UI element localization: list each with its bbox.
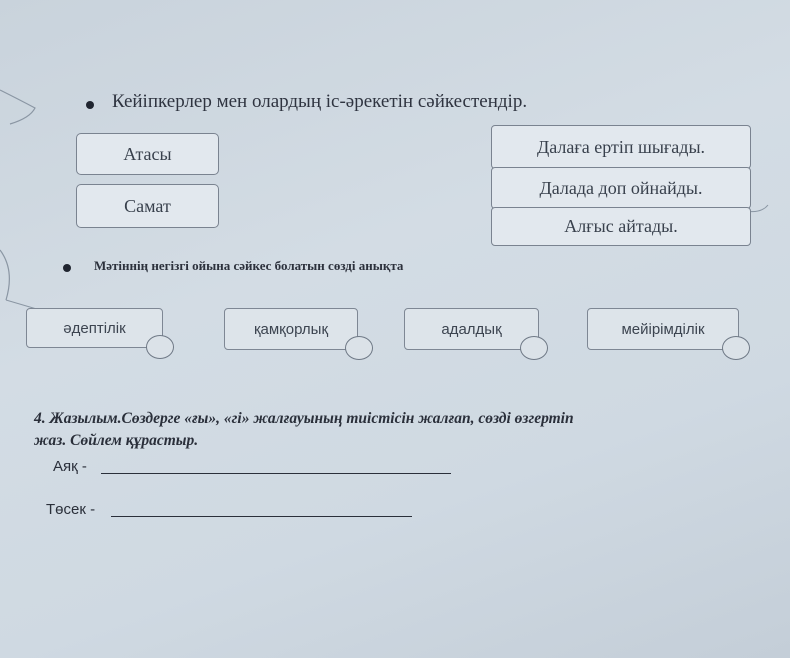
character-label: Самат <box>124 195 171 216</box>
word-label: әдептілік <box>63 319 126 337</box>
answer-line-tosek[interactable] <box>111 516 412 517</box>
bullet-task2 <box>63 264 71 272</box>
action-label: Далада доп ойнайды. <box>539 177 703 198</box>
task4-title-line1: 4. Жазылым.Сөздерге «ғы», «гі» жалғауының тиістісін жалғап, сөзді өзгертіп <box>34 410 574 427</box>
answer-line-ayak[interactable] <box>101 473 451 474</box>
word-box-adaldyk[interactable] <box>404 308 539 350</box>
word-box-adeptilik[interactable] <box>26 308 163 348</box>
task2-instruction: Мәтіннің негізгі ойына сәйкес болатын сөзді анықта <box>94 258 404 273</box>
task4-title-line2: жаз. Сөйлем құрастыр. <box>34 432 199 449</box>
character-box-samat[interactable] <box>76 184 219 228</box>
action-box-3[interactable] <box>491 207 751 246</box>
word-label: адалдық <box>441 320 502 338</box>
item-label-tosek: Төсек - <box>46 501 96 518</box>
word-box-meyirimdilik[interactable] <box>587 308 739 350</box>
word-label: қамқорлық <box>253 320 329 338</box>
action-label: Алғыс айтады. <box>564 216 678 236</box>
word-box-kamkorlyk[interactable] <box>224 308 358 350</box>
answer-circle-4[interactable] <box>722 336 750 360</box>
character-label: Атасы <box>123 143 172 164</box>
answer-circle-1[interactable] <box>146 335 174 359</box>
action-box-2[interactable] <box>491 167 751 209</box>
action-label: Далаға ертіп шығады. <box>536 136 706 157</box>
character-box-atasy[interactable] <box>76 133 219 175</box>
answer-circle-3[interactable] <box>520 336 548 360</box>
bullet-task1 <box>86 101 94 109</box>
item-label-ayak: Аяқ - <box>53 458 87 475</box>
task1-instruction: Кейіпкерлер мен олардың іс-әрекетін сәйкестендір. <box>112 91 528 112</box>
action-box-1[interactable] <box>491 125 751 169</box>
answer-circle-2[interactable] <box>345 336 373 360</box>
word-label: мейірімділік <box>621 320 705 338</box>
